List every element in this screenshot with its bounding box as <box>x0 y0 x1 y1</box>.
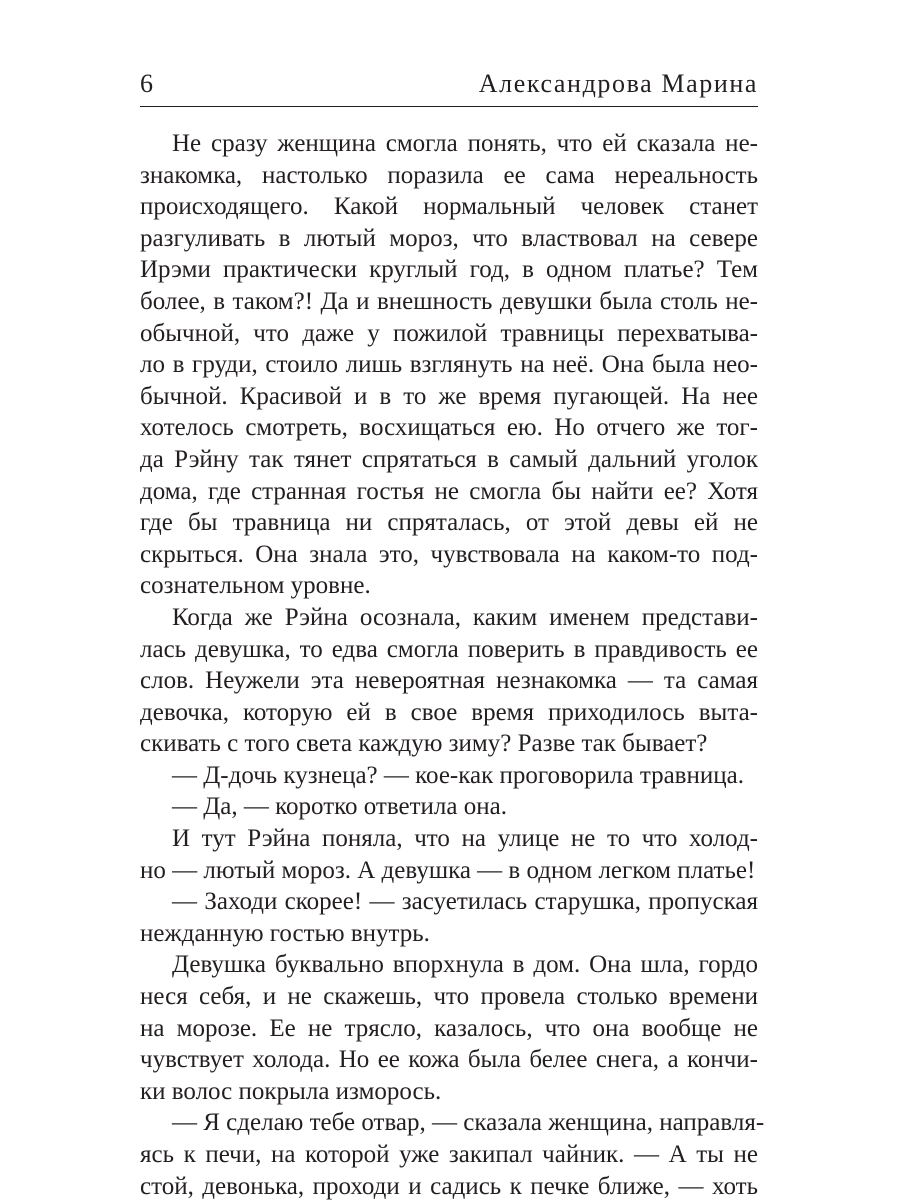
text-line: на морозе. Ее не трясло, казалось, что она вообще не <box>140 1014 758 1042</box>
text-line: стой, девонька, проходи и садись к печке ближе, — хоть <box>140 1172 758 1200</box>
text-line: дома, где странная гостья не смогла бы найти ее? Хотя <box>140 477 758 505</box>
running-head-author: Александрова Марина <box>478 69 758 98</box>
text-line: скивать с того света каждую зиму? Разве так бывает? <box>140 730 708 758</box>
text-line: разгуливать в лютый мороз, что властвовал на севере <box>140 224 758 252</box>
text-line: Когда же Рэйна осознала, каким именем представи- <box>172 603 758 631</box>
text-line: ясь к печи, на которой уже закипал чайник. — А ты не <box>140 1141 758 1168</box>
text-line: лась девушка, то едва смогла поверить в правдивость ее <box>140 635 758 663</box>
text-line: более, в таком?! Да и внешность девушки была столь не- <box>140 287 758 315</box>
page-header <box>140 66 758 107</box>
text-line: чувствует холода. Но ее кожа была белее снега, а кончи- <box>140 1046 758 1074</box>
text-line: знакомка, настолько поразила ее сама нереальность <box>140 161 758 189</box>
text-line: Ирэми практически круглый год, в одном платье? Тем <box>140 256 758 284</box>
text-line: ки волос покрыла изморось. <box>140 1077 442 1105</box>
text-line: хотелось смотреть, восхищаться ею. Но отчего же тог- <box>140 414 758 442</box>
text-line: бычной. Красивой и в то же время пугающей. На нее <box>140 382 758 410</box>
text-line: — Заходи скорее! — засуетилась старушка, пропуская <box>172 888 758 916</box>
text-line: да Рэйну так тянет спрятаться в самый дальний уголок <box>140 445 758 473</box>
text-line: происходящего. Какой нормальный человек станет <box>140 193 758 221</box>
text-line: но — лютый мороз. А девушка — в одном легком платье! <box>140 856 756 884</box>
text-line: неся себя, и не скажешь, что провела столько времени <box>140 983 758 1011</box>
body-text <box>140 128 765 1202</box>
text-line: И тут Рэйна поняла, что на улице не то что холод- <box>172 825 758 853</box>
text-line: скрыться. Она знала это, чувствовала на каком-то под- <box>140 540 758 568</box>
text-line: где бы травница ни спряталась, от этой девы ей не <box>140 509 758 537</box>
text-line: сознательном уровне. <box>140 572 371 600</box>
text-line: нежданную гостью внутрь. <box>140 919 430 947</box>
text-line: — Д-дочь кузнеца? — кое-как проговорила травница. <box>172 761 744 789</box>
text-line: слов. Неужели эта невероятная незнакомка — та самая <box>140 667 758 695</box>
text-line: Девушка буквально впорхнула в дом. Она шла, гордо <box>172 951 758 979</box>
text-line: девочка, которую ей в свое время приходилось выта- <box>140 698 758 726</box>
text-line: — Да, — коротко ответила она. <box>172 793 507 821</box>
text-line: ло в груди, стоило лишь взглянуть на неё. Она была нео- <box>140 351 758 379</box>
text-line: — Я сделаю тебе отвар, — сказала женщина, направля- <box>172 1109 765 1137</box>
page-number: 6 <box>140 69 153 98</box>
text-line: Не сразу женщина смогла понять, что ей сказала не- <box>172 130 758 157</box>
text-line: обычной, что даже у пожилой травницы перехватыва- <box>140 319 758 347</box>
